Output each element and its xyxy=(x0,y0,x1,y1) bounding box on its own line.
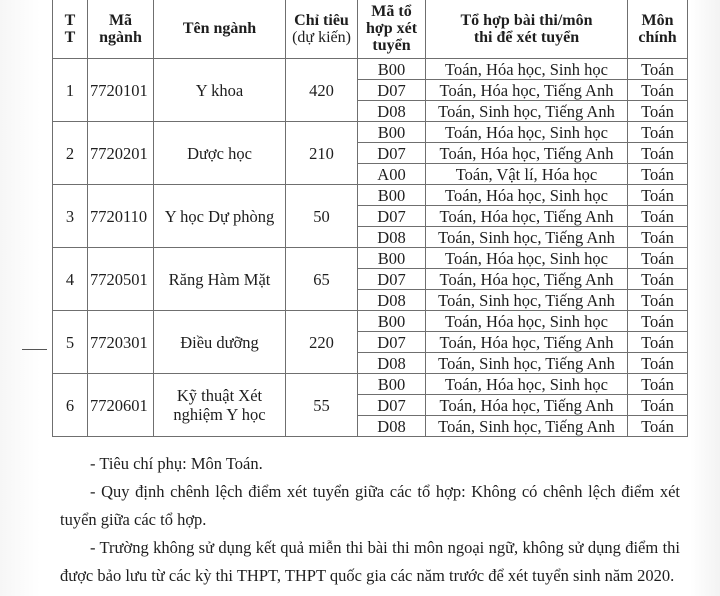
cell-combo-code: D08 xyxy=(358,353,426,374)
cell-chi-tieu: 55 xyxy=(286,374,358,437)
cell-main-subject: Toán xyxy=(628,101,688,122)
cell-main-subject: Toán xyxy=(628,248,688,269)
header-chi-tieu-label: Chỉ tiêu xyxy=(294,11,349,29)
cell-tt: 4 xyxy=(53,248,88,311)
header-tt: T T xyxy=(53,0,88,59)
cell-chi-tieu: 210 xyxy=(286,122,358,185)
header-chi-tieu-sub: (dự kiến) xyxy=(292,28,351,46)
cell-combo-code: D07 xyxy=(358,80,426,101)
note-tieu-chi-phu: - Tiêu chí phụ: Môn Toán. xyxy=(90,454,263,473)
cell-combo-code: B00 xyxy=(358,185,426,206)
note-chenh-lech: - Quy định chênh lệch điểm xét tuyển giữa các tổ hợp: Không có chênh lệch điểm xét tuyển giữa các tổ hợp. xyxy=(60,482,680,529)
cell-tt: 3 xyxy=(53,185,88,248)
table-row xyxy=(53,122,688,143)
cell-ma-nganh: 7720101 xyxy=(88,59,154,122)
cell-main-subject: Toán xyxy=(628,122,688,143)
cell-main-subject: Toán xyxy=(628,206,688,227)
cell-combo-subjects: Toán, Hóa học, Tiếng Anh xyxy=(426,80,628,101)
table-row xyxy=(53,374,688,395)
cell-combo-subjects: Toán, Sinh học, Tiếng Anh xyxy=(426,290,628,311)
cell-combo-subjects: Toán, Hóa học, Tiếng Anh xyxy=(426,269,628,290)
notes-section xyxy=(60,450,680,590)
cell-combo-code: D07 xyxy=(358,206,426,227)
cell-combo-subjects: Toán, Hóa học, Sinh học xyxy=(426,122,628,143)
cell-combo-subjects: Toán, Sinh học, Tiếng Anh xyxy=(426,101,628,122)
cell-ten-nganh: Dược học xyxy=(154,122,286,185)
header-ma-nganh: Mã ngành xyxy=(88,0,154,59)
cell-ten-nganh: Y học Dự phòng xyxy=(154,185,286,248)
cell-ma-nganh: 7720601 xyxy=(88,374,154,437)
header-chi-tieu xyxy=(286,0,358,59)
cell-ma-nganh: 7720501 xyxy=(88,248,154,311)
cell-chi-tieu: 420 xyxy=(286,59,358,122)
cell-chi-tieu: 220 xyxy=(286,311,358,374)
cell-combo-subjects: Toán, Hóa học, Sinh học xyxy=(426,248,628,269)
cell-combo-code: D08 xyxy=(358,416,426,437)
cell-combo-subjects: Toán, Hóa học, Sinh học xyxy=(426,185,628,206)
header-ma-to-hop: Mã tổ hợp xét tuyển xyxy=(358,0,426,59)
cell-combo-code: B00 xyxy=(358,374,426,395)
note-mien-thi: - Trường không sử dụng kết quả miễn thi bài thi môn ngoại ngữ, không sử dụng điểm thi được bảo lưu từ các kỳ thi THPT, THPT quốc gia các năm trước để xét tuyển sinh năm 2020. xyxy=(60,538,680,585)
cell-tt: 1 xyxy=(53,59,88,122)
cell-combo-subjects: Toán, Hóa học, Sinh học xyxy=(426,374,628,395)
cell-combo-code: D07 xyxy=(358,143,426,164)
cell-combo-subjects: Toán, Sinh học, Tiếng Anh xyxy=(426,227,628,248)
table-row xyxy=(53,248,688,269)
cell-combo-subjects: Toán, Hóa học, Tiếng Anh xyxy=(426,143,628,164)
cell-main-subject: Toán xyxy=(628,374,688,395)
cell-main-subject: Toán xyxy=(628,59,688,80)
cell-main-subject: Toán xyxy=(628,80,688,101)
cell-ten-nganh: Kỹ thuật Xét nghiệm Y học xyxy=(154,374,286,437)
cell-combo-code: D08 xyxy=(358,227,426,248)
cell-main-subject: Toán xyxy=(628,290,688,311)
cell-main-subject: Toán xyxy=(628,353,688,374)
cell-combo-subjects: Toán, Vật lí, Hóa học xyxy=(426,164,628,185)
margin-mark xyxy=(22,349,47,350)
header-mon-chinh: Môn chính xyxy=(628,0,688,59)
cell-combo-code: D08 xyxy=(358,290,426,311)
cell-combo-subjects: Toán, Hóa học, Sinh học xyxy=(426,311,628,332)
cell-ma-nganh: 7720301 xyxy=(88,311,154,374)
cell-combo-code: D08 xyxy=(358,101,426,122)
cell-main-subject: Toán xyxy=(628,185,688,206)
cell-main-subject: Toán xyxy=(628,332,688,353)
cell-combo-subjects: Toán, Hóa học, Tiếng Anh xyxy=(426,332,628,353)
cell-ten-nganh: Y khoa xyxy=(154,59,286,122)
cell-combo-code: B00 xyxy=(358,248,426,269)
cell-main-subject: Toán xyxy=(628,269,688,290)
table-row xyxy=(53,185,688,206)
cell-combo-code: B00 xyxy=(358,59,426,80)
cell-ten-nganh: Răng Hàm Mặt xyxy=(154,248,286,311)
cell-tt: 5 xyxy=(53,311,88,374)
table-row xyxy=(53,59,688,80)
cell-combo-code: D07 xyxy=(358,332,426,353)
cell-main-subject: Toán xyxy=(628,164,688,185)
header-ten-nganh: Tên ngành xyxy=(154,0,286,59)
cell-combo-subjects: Toán, Sinh học, Tiếng Anh xyxy=(426,353,628,374)
cell-ten-nganh: Điều dưỡng xyxy=(154,311,286,374)
cell-combo-code: D07 xyxy=(358,395,426,416)
cell-tt: 6 xyxy=(53,374,88,437)
cell-combo-subjects: Toán, Hóa học, Tiếng Anh xyxy=(426,395,628,416)
cell-ma-nganh: 7720201 xyxy=(88,122,154,185)
cell-chi-tieu: 65 xyxy=(286,248,358,311)
cell-combo-subjects: Toán, Hóa học, Tiếng Anh xyxy=(426,206,628,227)
cell-main-subject: Toán xyxy=(628,227,688,248)
table-body xyxy=(53,59,688,437)
header-row xyxy=(53,0,688,59)
cell-main-subject: Toán xyxy=(628,395,688,416)
cell-main-subject: Toán xyxy=(628,416,688,437)
cell-combo-code: A00 xyxy=(358,164,426,185)
cell-combo-code: B00 xyxy=(358,122,426,143)
cell-main-subject: Toán xyxy=(628,311,688,332)
cell-main-subject: Toán xyxy=(628,143,688,164)
cell-combo-subjects: Toán, Sinh học, Tiếng Anh xyxy=(426,416,628,437)
header-to-hop: Tổ hợp bài thi/môn thi để xét tuyển xyxy=(426,0,628,59)
cell-combo-subjects: Toán, Hóa học, Sinh học xyxy=(426,59,628,80)
table-row xyxy=(53,311,688,332)
cell-combo-code: D07 xyxy=(358,269,426,290)
admission-table xyxy=(52,0,688,437)
cell-chi-tieu: 50 xyxy=(286,185,358,248)
cell-ma-nganh: 7720110 xyxy=(88,185,154,248)
cell-tt: 2 xyxy=(53,122,88,185)
cell-combo-code: B00 xyxy=(358,311,426,332)
